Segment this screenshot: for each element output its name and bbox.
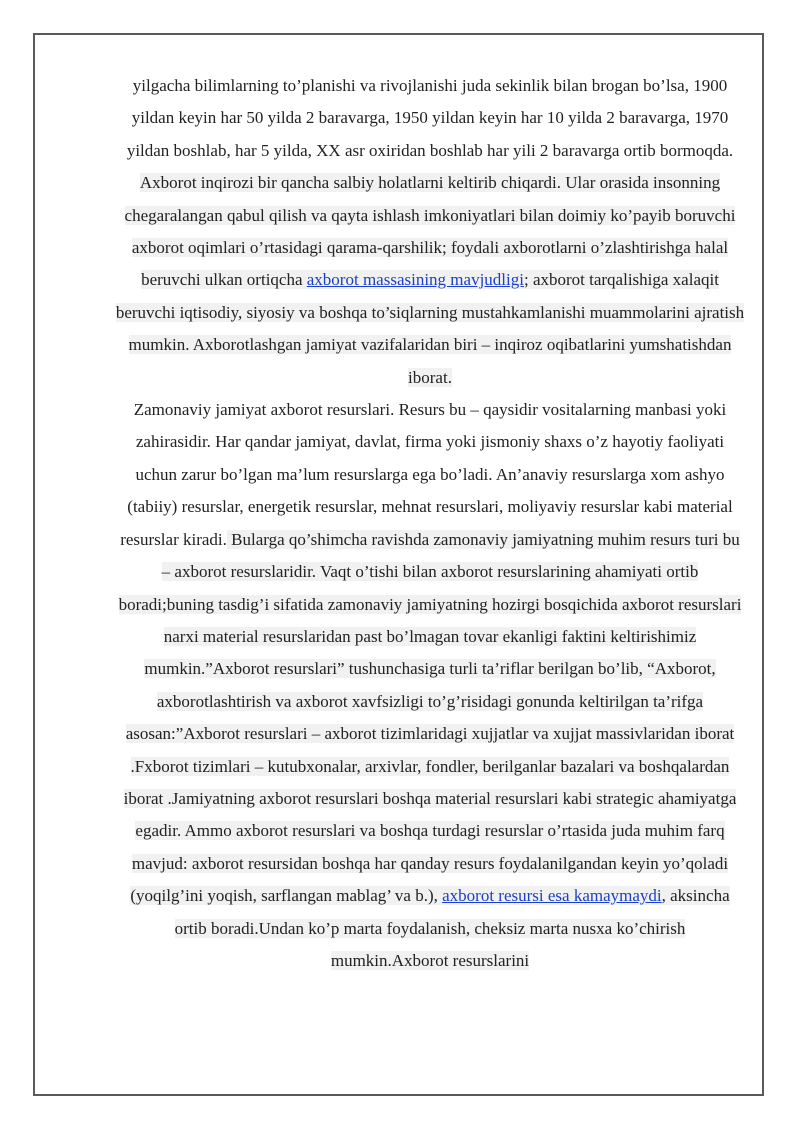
paragraph-information-crisis <box>115 70 745 394</box>
hyperlink-axborot-resursi[interactable]: axborot resursi esa kamaymaydi <box>442 886 662 906</box>
hyperlink-axborot-massasi[interactable]: axborot massasining mavjudligi <box>306 270 524 290</box>
text-segment: yilgacha bilimlarning to’planishi va rivojlanishi juda sekinlik bilan brogan bo’lsa, 1900 yildan keyin har 50 yilda 2 baravarga, 1950 yildan keyin har 10 yilda 2 baravarga, 1970 yildan boshlab, har 5 yilda, XX asr oxiridan boshlab har yili 2 baravarga ortib bormoqda. <box>126 76 734 160</box>
document-body <box>115 70 745 977</box>
text-segment: , aksincha ortib boradi.Undan ko’p marta foydalanish, cheksiz marta nusxa ko’chirish mumkin.Axborot resurslarini <box>174 886 730 970</box>
text-segment: Bularga qo’shimcha ravishda zamonaviy jamiyatning muhim resurs turi bu – axborot resurslaridir. Vaqt o’tishi bilan axborot resurslarining ahamiyati ortib boradi;buning tasdig’i sifatida zamonaviy jamiyatning hozirgi bosqichida axborot resurslari narxi material resurslaridan past bo’lmagan tovar ekanligi faktini keltirishimiz mumkin.”Axborot resurslari” tushunchasiga turli ta’riflar berilgan bo’lib, “Axborot, axborotlashtirish va axborot xavfsizligi to’g’risidagi gonunda keltirilgan ta’rifga asosan:”Axborot resurslari – axborot tizimlaridagi xujjatlar va xujjat massivlaridan iborat .Fxborot tizimlari – kutubxonalar, arxivlar, fondler, berilganlar bazalari va boshqalardan iborat .Jamiyatning axborot resurslari boshqa material resurslari kabi strategic ahamiyatga egadir. Ammo axborot resurslari va boshqa turdagi resurslar o’rtasida juda muhim farq mavjud: axborot resursidan boshqa har qanday resurs foydalanilgandan keyin yo’qoladi (yoqilg’ini yoqish, sarflangan mablag’ va b.), <box>118 529 742 906</box>
highlighted-text <box>116 173 744 386</box>
text-segment: ; axborot tarqalishiga xalaqit beruvchi iqtisodiy, siyosiy va boshqa to’siqlarning mustahkamlanishi muammolarini ajratish mumkin. Axborotlashgan jamiyat vazifalaridan biri – inqiroz oqibatlarini yumshatishdan iborat. <box>115 270 745 387</box>
highlighted-text <box>119 530 742 970</box>
paragraph-information-resources <box>115 394 745 977</box>
text-segment: Axborot inqirozi bir qancha salbiy holatlarni keltirib chiqardi. Ular orasida insonning chegaralangan qabul qilish va qayta ishlash imkoniyatlari bilan doimiy ko’payib boruvchi axborot oqimlari o’rtasidagi qarama-qarshilik; foydali axborotlarni o’zlashtirishga halal beruvchi ulkan ortiqcha <box>124 173 736 290</box>
text-segment: Zamonaviy jamiyat axborot resurslari. Resurs bu – qaysidir vositalarning manbasi yoki zahirasidir. Har qandar jamiyat, davlat, firma yoki jismoniy shaxs o’z hayotiy faoliyati uchun zarur bo’lgan ma’lum resurslarga ega bo’ladi. An’anaviy resurslarga xom ashyo (tabiiy) resurslar, energetik resurslar, mehnat resurslari, moliyaviy resurslar kabi material resurslar kiradi. <box>120 400 733 549</box>
